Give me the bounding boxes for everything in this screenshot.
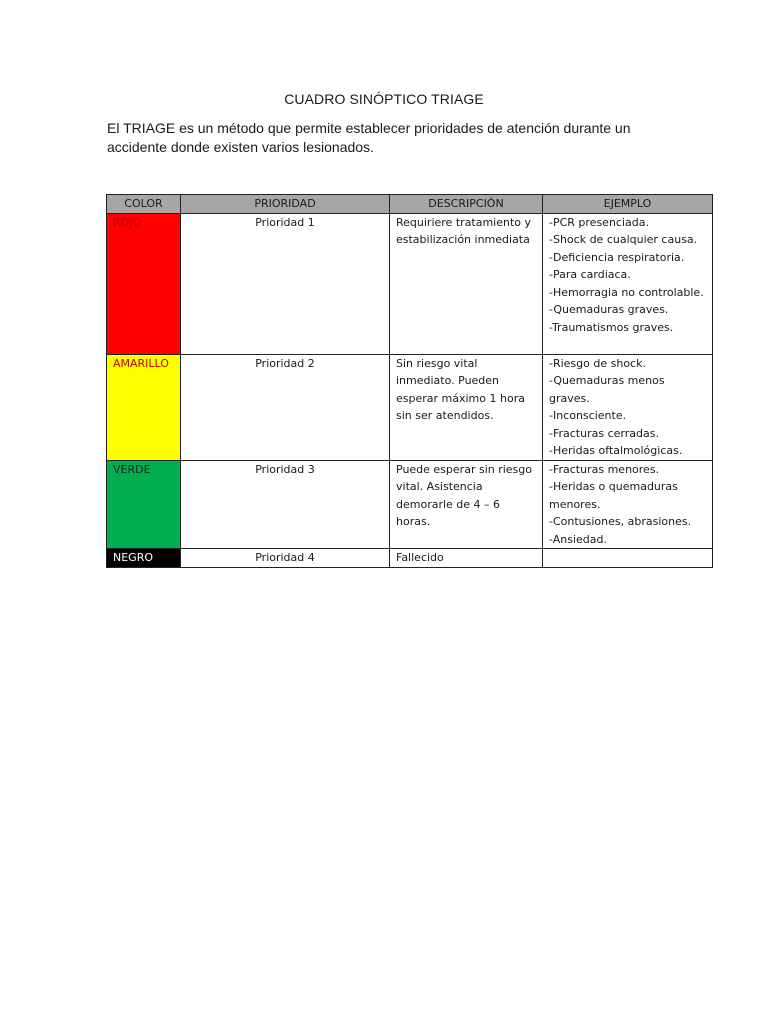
ejemplo-item: -Fracturas menores. [549,462,660,476]
prioridad-cell: Prioridad 3 [181,460,390,549]
table-row [107,460,713,549]
table-row [107,549,713,568]
color-label: ROJO [113,215,142,229]
ejemplo-item: -Deficiencia respiratoria. [549,250,685,264]
table-row [107,213,713,354]
header-descripcion: DESCRIPCIÓN [390,195,543,214]
ejemplo-cell [543,549,713,568]
intro-line: accidente donde existen varios lesionados. [107,139,374,155]
prioridad-cell: Prioridad 4 [181,549,390,568]
ejemplo-item: -Heridas oftalmológicas. [549,444,683,457]
ejemplo-item: -Para cardiaca. [549,268,631,281]
ejemplo-item: -Hemorragia no controlable. [549,285,704,299]
table-header-row [107,195,713,214]
ejemplo-cell [543,354,713,460]
descripcion-cell: Fallecido [390,549,543,568]
ejemplo-item: -Heridas o quemaduras menores. [549,480,678,511]
color-cell [107,460,181,549]
header-color: COLOR [107,195,181,214]
intro-line: El TRIAGE es un método que permite establecer prioridades de atención durante un [107,120,631,136]
color-label: VERDE [113,462,151,476]
ejemplo-item: -PCR presenciada. [549,215,649,229]
triage-table [106,194,713,568]
header-prioridad: PRIORIDAD [181,195,390,214]
ejemplo-item: -Inconsciente. [549,409,627,422]
ejemplo-item: -Traumatismos graves. [549,320,674,334]
ejemplo-cell [543,460,713,549]
color-cell [107,354,181,460]
prioridad-cell: Prioridad 2 [181,354,390,460]
ejemplo-item: -Quemaduras menos graves. [549,374,665,405]
color-cell [107,213,181,354]
header-ejemplo: EJEMPLO [543,195,713,214]
intro-paragraph [107,119,667,157]
prioridad-cell: Prioridad 1 [181,213,390,354]
ejemplo-item: -Contusiones, abrasiones. [549,515,692,528]
color-cell [107,549,181,568]
descripcion-cell: Requiriere tratamiento y estabilización inmediata [390,213,543,354]
color-label: AMARILLO [113,356,169,370]
descripcion-cell: Sin riesgo vital inmediato. Pueden esperar máximo 1 hora sin ser atendidos. [390,354,543,460]
table-row [107,354,713,460]
ejemplo-item: -Fracturas cerradas. [549,426,659,440]
descripcion-cell: Puede esperar sin riesgo vital. Asistencia demorarle de 4 – 6 horas. [390,460,543,549]
ejemplo-item: -Riesgo de shock. [549,356,646,370]
ejemplo-item: -Quemaduras graves. [549,303,669,316]
ejemplo-item: -Ansiedad. [549,532,607,546]
page-title: CUADRO SINÓPTICO TRIAGE [284,91,484,107]
ejemplo-item: -Shock de cualquier causa. [549,233,698,246]
color-label: NEGRO [113,551,154,564]
ejemplo-cell [543,213,713,354]
